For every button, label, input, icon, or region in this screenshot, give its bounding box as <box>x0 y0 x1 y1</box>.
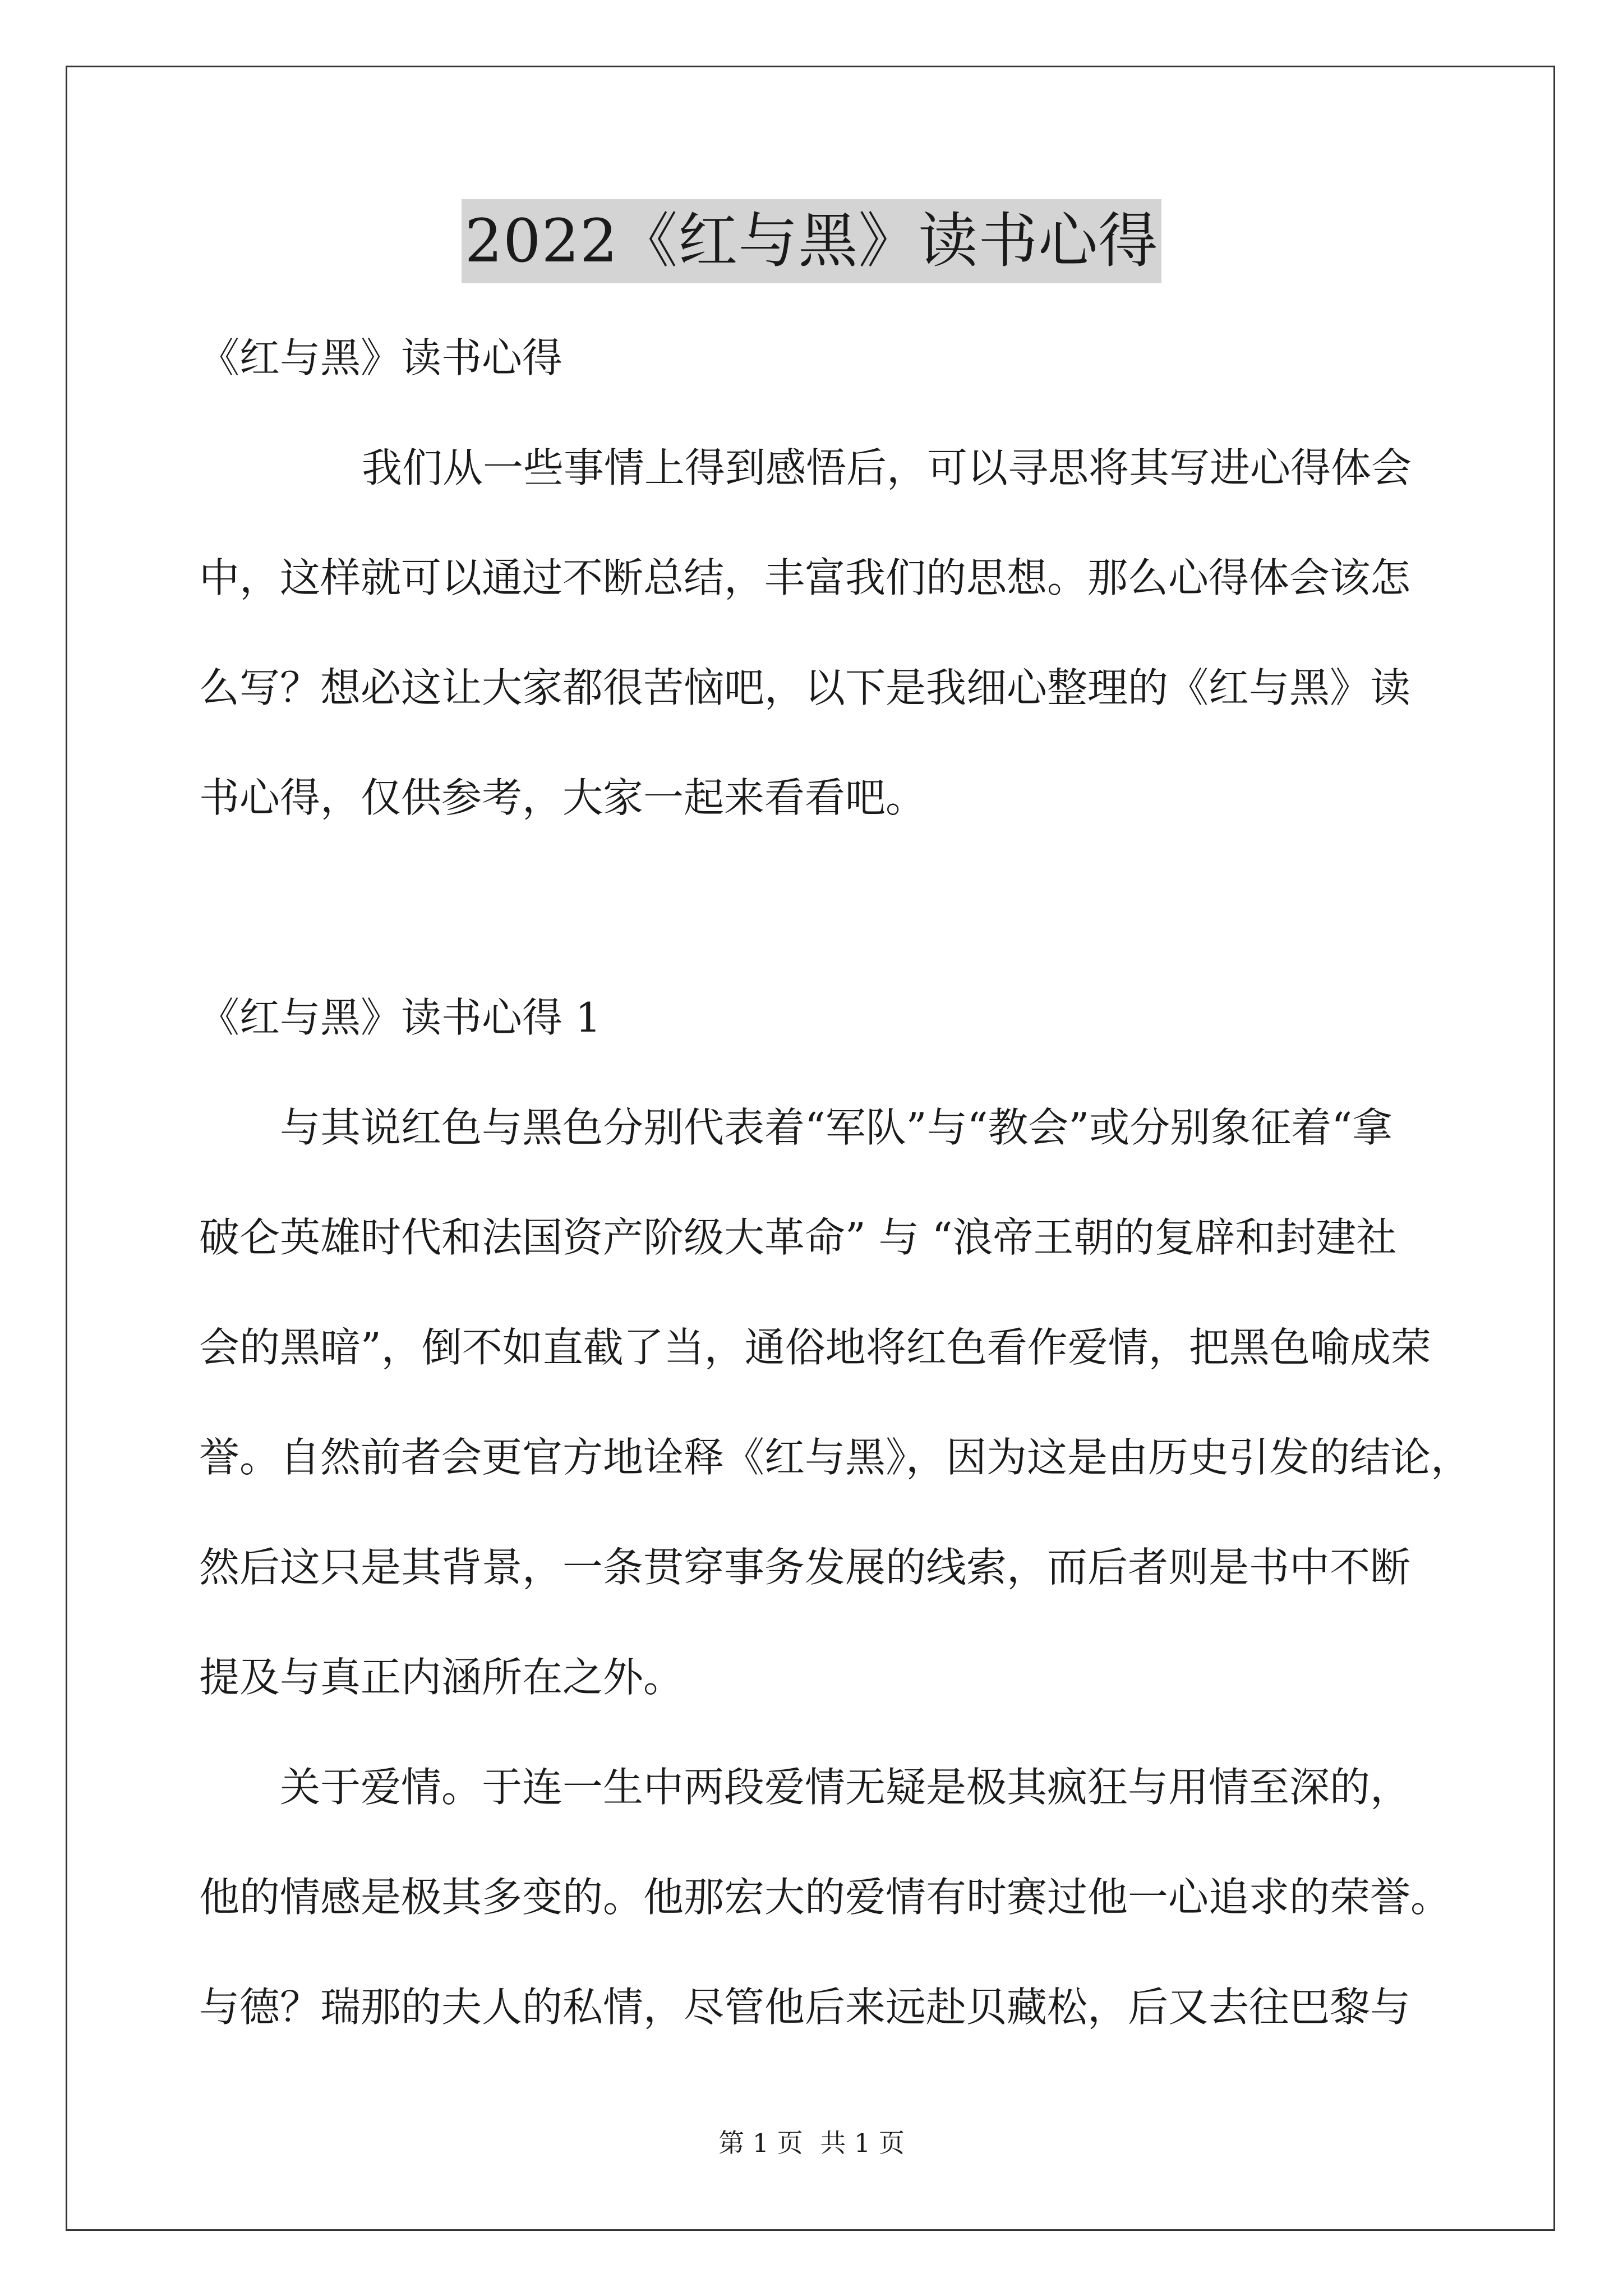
para2-line-2: 他的情感是极其多变的。他那宏大的爱情有时赛过他一心追求的荣誉。 <box>199 1874 1451 1921</box>
para2-line-1: 关于爱情。于连一生中两段爱情无疑是极其疯狂与用情至深的， <box>280 1764 1411 1811</box>
paragraph-1 <box>199 1073 1472 1732</box>
para1-line-3: 会的黑暗”，倒不如直截了当，通俗地将红色看作爱情，把黑色喻成荣 <box>199 1324 1431 1371</box>
title-container <box>0 199 1623 283</box>
para1-line-5: 然后这只是其背景，一条贯穿事务发展的线索，而后者则是书中不断 <box>199 1544 1411 1591</box>
intro-line-3: 么写？想必这让大家都很苦恼吧，以下是我细心整理的《红与黑》读 <box>199 664 1411 711</box>
subtitle: 《红与黑》读书心得 <box>199 334 563 381</box>
page-footer <box>0 2126 1623 2160</box>
para1-line-6: 提及与真正内涵所在之外。 <box>199 1654 684 1701</box>
document-body <box>199 303 1472 2062</box>
intro-line-2: 中，这样就可以通过不断总结，丰富我们的思想。那么心得体会该怎 <box>199 554 1411 601</box>
para1-line-4: 誉。自然前者会更官方地诠释《红与黑》，因为这是由历史引发的结论， <box>199 1434 1472 1481</box>
para1-line-2: 破仑英雄时代和法国资产阶级大革命” 与 “浪帝王朝的复辟和封建社 <box>199 1214 1397 1261</box>
blank-line <box>199 853 1433 963</box>
para2-line-3: 与德？瑞那的夫人的私情，尽管他后来远赴贝藏松，后又去往巴黎与 <box>199 1984 1411 2031</box>
intro-line-1: 我们从一些事情上得到感悟后，可以寻思将其写进心得体会 <box>362 444 1412 491</box>
section-heading-1: 《红与黑》读书心得 1 <box>199 994 601 1041</box>
para1-line-1: 与其说红色与黑色分别代表着“军队”与“教会”或分别象征着“拿 <box>280 1104 1393 1151</box>
paragraph-2 <box>199 1732 1451 2062</box>
document-title: 2022《红与黑》读书心得 <box>462 199 1162 283</box>
intro-line-4: 书心得，仅供参考，大家一起来看看吧。 <box>199 774 926 821</box>
page-total: 共 1 页 <box>820 2128 905 2158</box>
page-number: 第 1 页 <box>718 2128 803 2158</box>
intro-paragraph <box>199 413 1433 853</box>
